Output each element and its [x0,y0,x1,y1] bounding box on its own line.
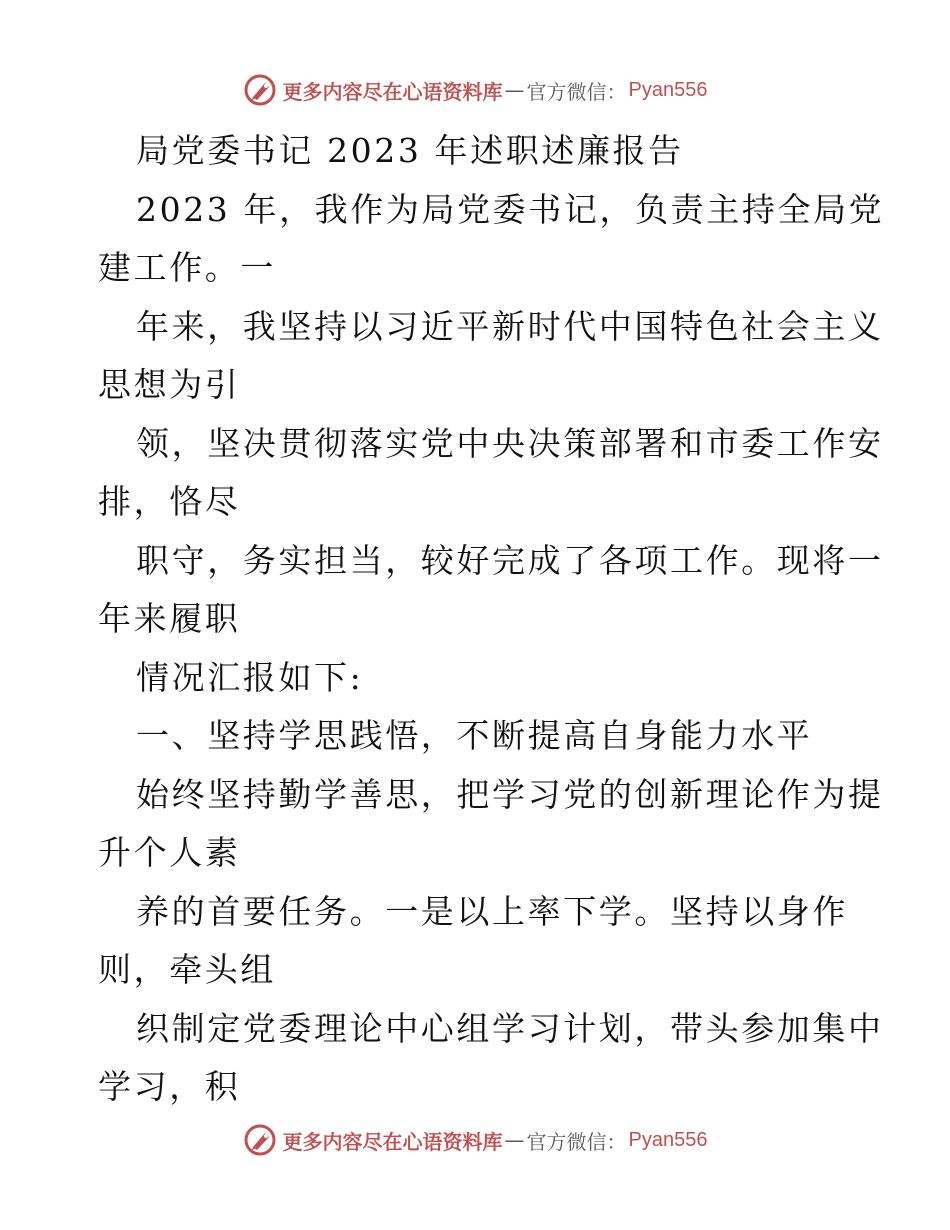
banner-text [283,1126,708,1155]
paragraph-line: 养的首要任务。一是以上率下学。坚持以身作 [136,891,848,931]
document-title: 局党委书记 2023 年述职述廉报告 [136,131,684,170]
paragraph-line: 学习，积 [98,1067,241,1106]
document-body [98,122,885,1117]
banner-main-text: 更多内容尽在心语资料库 [282,1129,503,1154]
paragraph-line: 2023 年，我作为局党委书记，负责主持全局党 [136,189,885,229]
paragraph-line: 职守，务实担当，较好完成了各项工作。现将一 [136,540,884,580]
paragraph-line: 始终坚持勤学善思，把学习党的创新理论作为提 [136,774,884,814]
paragraph-line: 升个人素 [98,833,241,872]
paragraph-line: 年来履职 [98,599,241,638]
banner-sub-text: 官方微信： [526,1129,627,1154]
banner-wechat-id: Pyan556 [628,78,708,101]
paragraph-line: 情况汇报如下: [136,657,364,697]
paragraph-line: 思想为引 [98,365,241,404]
header-banner [0,68,950,112]
pen-nib-logo-icon [243,73,277,107]
paragraph-line: 则，牵头组 [98,950,276,989]
pen-nib-logo-icon [243,1123,277,1157]
banner-wechat-id: Pyan556 [628,1128,708,1151]
banner-text [283,76,708,105]
section-heading: 一、坚持学思践悟，不断提高自身能力水平 [136,716,813,755]
footer-banner [0,1118,950,1162]
banner-separator: — [504,1128,525,1152]
paragraph-line: 织制定党委理论中心组学习计划，带头参加集中 [136,1008,884,1048]
banner-separator: — [504,78,525,102]
paragraph-line: 建工作。一 [98,248,276,287]
banner-main-text: 更多内容尽在心语资料库 [282,79,503,104]
banner-sub-text: 官方微信： [526,79,627,104]
paragraph-line: 年来，我坚持以习近平新时代中国特色社会主义 [136,306,884,346]
paragraph-line: 排，恪尽 [98,482,241,521]
paragraph-line: 领，坚决贯彻落实党中央决策部署和市委工作安 [136,423,884,463]
